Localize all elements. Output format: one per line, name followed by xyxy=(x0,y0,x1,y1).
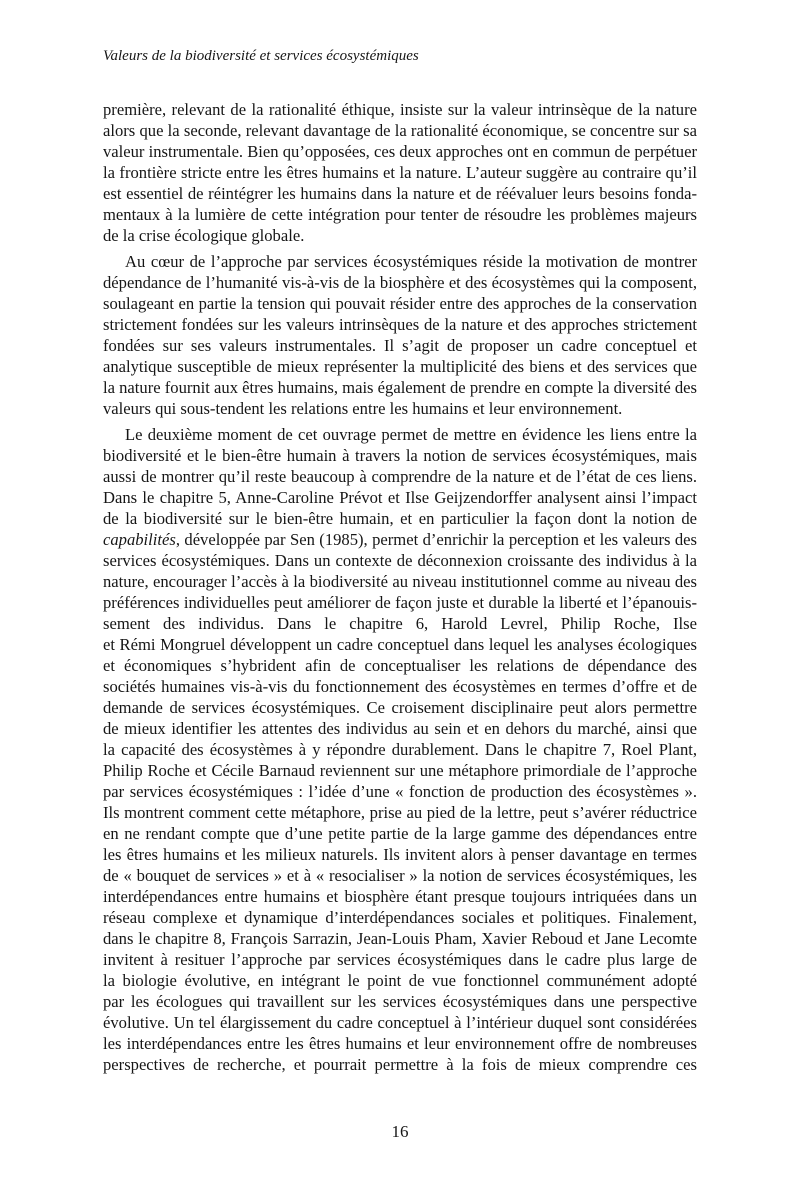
text-line: et économiques s’hybrident afin de conceptualiser les relations de dépendance des xyxy=(103,656,697,675)
text-line: Dans le chapitre 5, Anne-Caroline Prévot et Ilse Geijzendorffer analysent ainsi l’impact xyxy=(103,488,697,507)
text-line: la nature fournit aux êtres humains, mais également de prendre en compte la diversité des xyxy=(103,378,697,397)
text-line: strictement fondées sur les valeurs intrinsèques de la nature et des approches strictement xyxy=(103,315,697,334)
text-line: la frontière stricte entre les êtres humains et la nature. L’auteur suggère au contraire qu’il xyxy=(103,163,697,182)
text-line: biodiversité et le bien-être humain à travers la notion de services écosystémiques, mais xyxy=(103,446,697,465)
text-line: valeurs qui sous-tendent les relations entre les humains et leur environnement. xyxy=(103,399,623,418)
text-line: soulageant en partie la tension qui pouvait résider entre des approches de la conservation xyxy=(103,294,697,313)
paragraph xyxy=(103,251,697,419)
text-line: dépendance de l’humanité vis-à-vis de la biosphère et des écosystèmes qui la composent, xyxy=(103,273,697,292)
text-line: Le deuxième moment de cet ouvrage permet de mettre en évidence les liens entre la xyxy=(125,425,697,444)
text-line: par services écosystémiques : l’idée d’une « fonction de production des écosystèmes ». xyxy=(103,782,697,801)
text-line: sement des individus. Dans le chapitre 6, Harold Levrel, Philip Roche, Ilse xyxy=(103,614,697,633)
text-line: services écosystémiques. Dans un contexte de déconnexion croissante des individus à la xyxy=(103,551,697,570)
text-line: dans le chapitre 8, François Sarrazin, Jean-Louis Pham, Xavier Reboud et Jane Lecomte xyxy=(103,929,697,948)
page-number: 16 xyxy=(391,1122,409,1141)
text-line: demande de services écosystémiques. Ce croisement disciplinaire peut alors permettre xyxy=(103,698,697,717)
emphasized-term: capabilités xyxy=(103,530,176,549)
body-text xyxy=(103,99,697,1080)
text-line: sociétés humaines vis-à-vis du fonctionnement des écosystèmes en termes d’offre et de xyxy=(103,677,697,696)
text-line: Au cœur de l’approche par services écosystémiques réside la motivation de montrer xyxy=(125,252,697,271)
text-line: la capacité des écosystèmes à y répondre durablement. Dans le chapitre 7, Roel Plant, xyxy=(103,740,697,759)
text-line: perspectives de recherche, et pourrait permettre à la fois de mieux comprendre ces xyxy=(103,1055,697,1074)
paragraph xyxy=(103,424,697,1075)
text-line: valeur instrumentale. Bien qu’opposées, ces deux approches ont en commun de perpétuer xyxy=(103,142,697,161)
text-line: réseau complexe et dynamique d’interdépendances sociales et politiques. Finalement, xyxy=(103,908,697,927)
text-line: alors que la seconde, relevant davantage de la rationalité économique, se concentre sur sa xyxy=(103,121,697,140)
text-line: mentaux à la lumière de cette intégration pour tenter de résoudre les problèmes majeurs xyxy=(103,205,697,224)
text-line: en ne rendant compte que d’une petite partie de la large gamme des dépendances entre xyxy=(103,824,697,843)
text-line: de mieux identifier les attentes des individus au sein et en dehors du marché, ainsi que xyxy=(103,719,697,738)
text-line: aussi de montrer qu’il reste beaucoup à comprendre de la nature et de l’état de ces liens. xyxy=(103,467,697,486)
text-line: est essentiel de réintégrer les humains dans la nature et de réévaluer leurs besoins fonda- xyxy=(103,184,697,203)
text-line: analytique susceptible de mieux représenter la multiplicité des biens et des services que xyxy=(103,357,697,376)
text-line: interdépendances entre humains et biosphère étant presque toujours intriquées dans un xyxy=(103,887,697,906)
text-line: de la crise écologique globale. xyxy=(103,226,305,245)
running-header: Valeurs de la biodiversité et services écosystémiques xyxy=(103,48,419,64)
text-line: Ils montrent comment cette métaphore, prise au pied de la lettre, peut s’avérer réductrice xyxy=(103,803,697,822)
text-line: nature, encourager l’accès à la biodiversité au niveau institutionnel comme au niveau des xyxy=(103,572,697,591)
text-line: la biologie évolutive, en intégrant le point de vue fonctionnel communément adopté xyxy=(103,971,697,990)
text-line: préférences individuelles peut améliorer de façon juste et durable la liberté et l’épanouis- xyxy=(103,593,697,612)
paragraph xyxy=(103,99,697,246)
text-line: de « bouquet de services » et à « resocialiser » la notion de services écosystémiques, les xyxy=(103,866,697,885)
text-line: fondées sur ses valeurs instrumentales. Il s’agit de proposer un cadre conceptuel et xyxy=(103,336,697,355)
text-line: et Rémi Mongruel développent un cadre conceptuel dans lequel les analyses écologiques xyxy=(103,635,697,654)
text-line: les êtres humains et les milieux naturels. Ils invitent alors à penser davantage en termes xyxy=(103,845,697,864)
text-line: par les écologues qui travaillent sur les services écosystémiques dans une perspective xyxy=(103,992,697,1011)
text-line: de la biodiversité sur le bien-être humain, et en particulier la façon dont la notion de xyxy=(103,509,697,528)
text-line: les interdépendances entre les êtres humains et leur environnement offre de nombreuses xyxy=(103,1034,697,1053)
text-line: Philip Roche et Cécile Barnaud reviennent sur une métaphore primordiale de l’approche xyxy=(103,761,697,780)
text-line: invitent à resituer l’approche par services écosystémiques dans le cadre plus large de xyxy=(103,950,697,969)
text-line: première, relevant de la rationalité éthique, insiste sur la valeur intrinsèque de la nature xyxy=(103,100,697,119)
text-line: évolutive. Un tel élargissement du cadre conceptuel à l’intérieur duquel sont considérées xyxy=(103,1013,697,1032)
text-line: capabilités, développée par Sen (1985), permet d’enrichir la perception et les valeurs des xyxy=(103,530,697,549)
